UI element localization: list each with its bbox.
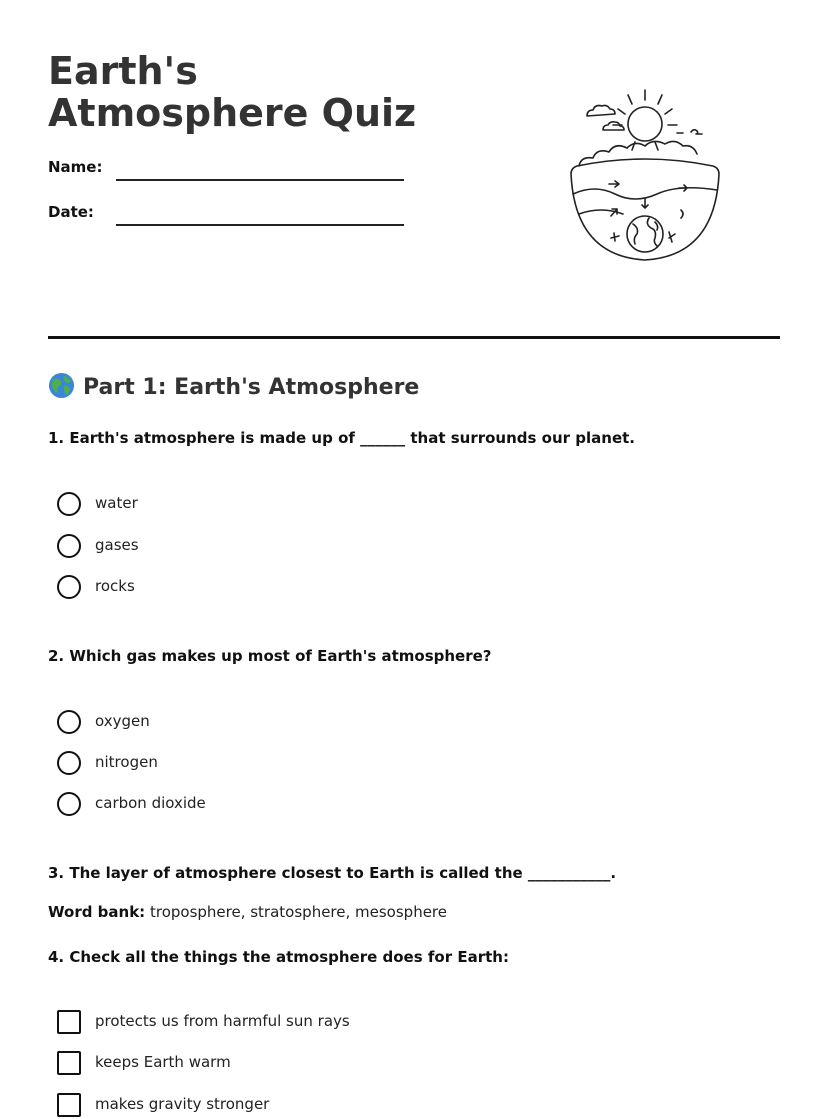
name-line[interactable]: [116, 179, 404, 181]
quiz-title: Earth's Atmosphere Quiz: [48, 49, 417, 135]
radio-button[interactable]: [57, 792, 81, 816]
question-3: 3. The layer of atmosphere closest to Earth is called the ___________.: [48, 864, 617, 882]
checkbox[interactable]: [57, 1051, 81, 1075]
radio-button[interactable]: [57, 534, 81, 558]
date-line[interactable]: [116, 224, 404, 226]
name-label: Name:: [48, 158, 103, 176]
word-bank-label: Word bank:: [48, 903, 146, 921]
section-divider: [48, 336, 780, 339]
option-label: nitrogen: [95, 753, 158, 771]
question-4: 4. Check all the things the atmosphere does for Earth:: [48, 948, 509, 966]
radio-button[interactable]: [57, 492, 81, 516]
word-bank-words: troposphere, stratosphere, mesosphere: [149, 903, 447, 921]
checkbox[interactable]: [57, 1093, 81, 1117]
option-label: rocks: [95, 577, 135, 595]
word-bank: [48, 903, 447, 921]
checkbox[interactable]: [57, 1010, 81, 1034]
date-label: Date:: [48, 203, 94, 221]
globe-icon: [48, 372, 75, 399]
question-2: 2. Which gas makes up most of Earth's atmosphere?: [48, 647, 492, 665]
part-1-title-text: Part 1: Earth's Atmosphere: [83, 375, 420, 400]
option-label: oxygen: [95, 712, 150, 730]
option-label: water: [95, 494, 138, 512]
option-label: carbon dioxide: [95, 794, 206, 812]
option-label: protects us from harmful sun rays: [95, 1012, 350, 1030]
radio-button[interactable]: [57, 575, 81, 599]
atmosphere-illustration-icon: [565, 86, 725, 266]
option-label: makes gravity stronger: [95, 1095, 270, 1113]
radio-button[interactable]: [57, 710, 81, 734]
question-1: 1. Earth's atmosphere is made up of ______ that surrounds our planet.: [48, 429, 635, 447]
option-label: keeps Earth warm: [95, 1053, 231, 1071]
radio-button[interactable]: [57, 751, 81, 775]
option-label: gases: [95, 536, 139, 554]
part-1-title: [48, 372, 419, 404]
